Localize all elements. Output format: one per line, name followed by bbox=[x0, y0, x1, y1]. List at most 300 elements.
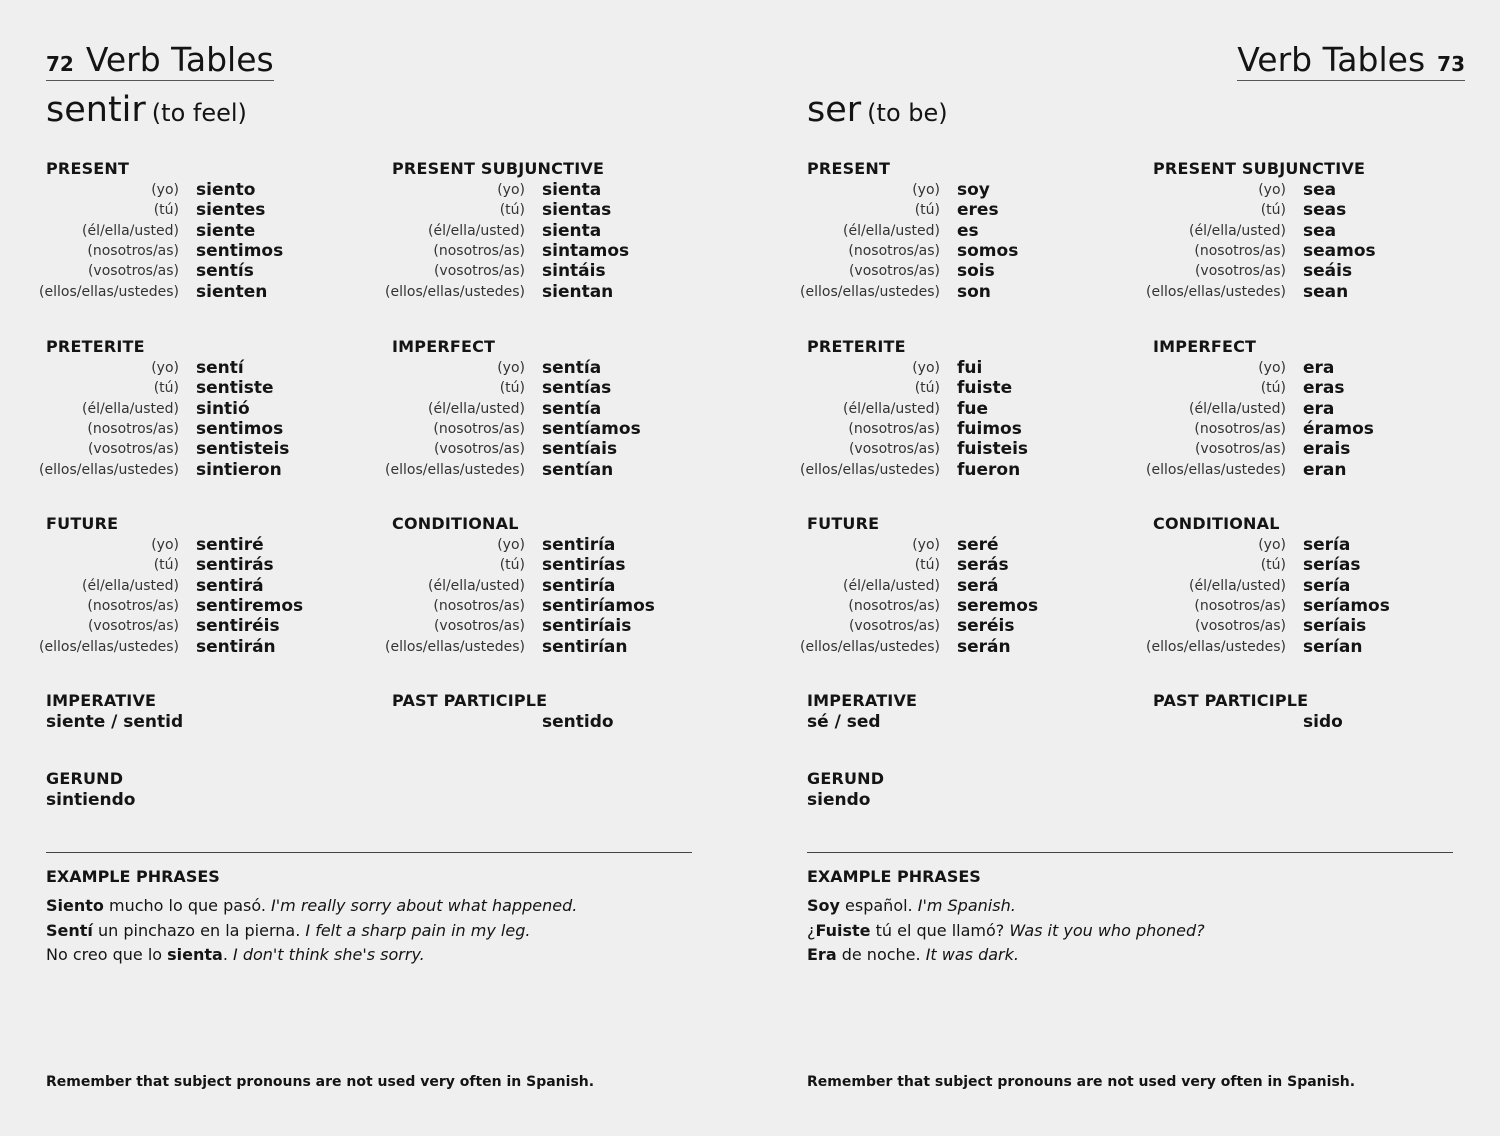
conjugation-row bbox=[392, 439, 641, 459]
conjugation-row bbox=[392, 576, 655, 596]
conjugation-rows bbox=[800, 535, 1039, 657]
conjugation-row bbox=[807, 555, 1038, 575]
example-text: un pinchazo en la pierna. bbox=[92, 920, 306, 940]
verb-form: sentirían bbox=[542, 636, 628, 657]
conjugation-row bbox=[1153, 241, 1376, 261]
conjugation-row bbox=[392, 221, 629, 241]
conjugation-row bbox=[800, 459, 1028, 480]
verb-form: sentiremos bbox=[196, 596, 304, 617]
verb-form: sentiríamos bbox=[542, 596, 655, 617]
verb-form: sentís bbox=[196, 261, 254, 282]
verb-form: fue bbox=[957, 398, 989, 419]
conjugation-rows bbox=[800, 358, 1029, 480]
example-phrases bbox=[807, 866, 1467, 968]
conjugation-row bbox=[1153, 439, 1374, 459]
pronoun: (nosotros/as) bbox=[848, 598, 940, 615]
conjugation-row bbox=[807, 261, 1018, 281]
conjugation-row bbox=[46, 399, 289, 419]
conjugation-row bbox=[392, 378, 641, 398]
pronoun: (tú) bbox=[499, 202, 525, 219]
pronoun: (yo) bbox=[497, 360, 525, 377]
conjugation-row bbox=[392, 616, 655, 636]
tense-name: GERUND bbox=[807, 769, 885, 788]
verb-form: somos bbox=[957, 241, 1019, 262]
verb-form: sentimos bbox=[196, 419, 284, 440]
example-verb: Fuiste bbox=[815, 920, 871, 940]
conjugation-rows bbox=[1146, 358, 1374, 480]
pronoun: (nosotros/as) bbox=[1194, 243, 1286, 260]
tense-conditional bbox=[385, 513, 655, 657]
verb-form: sentía bbox=[542, 358, 602, 379]
verb-form: seáis bbox=[1303, 261, 1353, 282]
page-number: 72 bbox=[46, 52, 74, 76]
tense-past-participle bbox=[1153, 690, 1343, 732]
verb-form: sentiríais bbox=[542, 616, 632, 637]
conjugation-row bbox=[46, 535, 303, 555]
verb-form: eres bbox=[957, 200, 999, 221]
conjugation-row bbox=[39, 281, 283, 302]
verb-form: serás bbox=[957, 555, 1009, 576]
conjugation-row bbox=[392, 180, 629, 200]
verb-form: sentisteis bbox=[196, 439, 290, 460]
conjugation-row bbox=[807, 419, 1028, 439]
example-line bbox=[46, 919, 706, 944]
conjugation-row bbox=[46, 261, 283, 281]
verb-form: sean bbox=[1303, 281, 1349, 302]
example-verb: Soy bbox=[807, 896, 840, 915]
pronoun: (él/ella/usted) bbox=[843, 400, 940, 417]
tense-name: FUTURE bbox=[807, 514, 880, 533]
tense-name: IMPERATIVE bbox=[807, 691, 918, 710]
verb-form: erais bbox=[1303, 439, 1351, 460]
pronoun: (vosotros/as) bbox=[87, 441, 179, 458]
past-participle-form: sentido bbox=[542, 712, 614, 732]
example-line bbox=[46, 894, 706, 919]
example-line bbox=[807, 894, 1467, 919]
example-line bbox=[807, 943, 1467, 968]
pronoun: (yo) bbox=[497, 537, 525, 554]
pronoun: (ellos/ellas/ustedes) bbox=[385, 638, 525, 655]
pronoun: (ellos/ellas/ustedes) bbox=[39, 461, 179, 478]
example-translation: Was it you who phoned? bbox=[1009, 920, 1205, 940]
conjugation-row bbox=[1153, 200, 1376, 220]
verb-meaning: (to be) bbox=[867, 99, 948, 127]
pronoun: (él/ella/usted) bbox=[82, 222, 179, 239]
verb-form: serían bbox=[1303, 636, 1363, 657]
verb-form: son bbox=[957, 281, 991, 302]
conjugation-row bbox=[392, 399, 641, 419]
conjugation-row bbox=[807, 358, 1028, 378]
pronoun: (él/ella/usted) bbox=[428, 222, 525, 239]
tense-gerund bbox=[807, 768, 884, 810]
conjugation-row bbox=[392, 358, 641, 378]
verb-form: fueron bbox=[957, 459, 1021, 480]
verb-form: seas bbox=[1303, 200, 1347, 221]
verb-form: sientan bbox=[542, 281, 614, 302]
pronoun: (nosotros/as) bbox=[848, 243, 940, 260]
verb-form: serías bbox=[1303, 555, 1361, 576]
tense-name: IMPERATIVE bbox=[46, 691, 157, 710]
conjugation-row bbox=[39, 636, 303, 657]
tense-preterite bbox=[39, 336, 290, 480]
conjugation-row bbox=[1153, 378, 1374, 398]
conjugation-row bbox=[385, 281, 629, 302]
pronoun: (nosotros/as) bbox=[87, 421, 179, 438]
verb-form: seríamos bbox=[1303, 596, 1390, 617]
pronoun: (ellos/ellas/ustedes) bbox=[385, 461, 525, 478]
conjugation-row bbox=[46, 358, 289, 378]
conjugation-row bbox=[807, 180, 1018, 200]
verb-form: eran bbox=[1303, 459, 1347, 480]
verb-form: seremos bbox=[957, 596, 1039, 617]
conjugation-row bbox=[1153, 596, 1390, 616]
conjugation-row bbox=[392, 241, 629, 261]
page-number: 73 bbox=[1437, 52, 1465, 76]
pronoun: (vosotros/as) bbox=[433, 618, 525, 635]
pronoun: (yo) bbox=[497, 182, 525, 199]
pronoun: (vosotros/as) bbox=[87, 618, 179, 635]
pronoun: (ellos/ellas/ustedes) bbox=[800, 283, 940, 300]
tense-name: PAST PARTICIPLE bbox=[1153, 691, 1309, 710]
conjugation-row bbox=[46, 200, 283, 220]
conjugation-row bbox=[46, 378, 289, 398]
pronoun: (yo) bbox=[151, 537, 179, 554]
verb-form: fuisteis bbox=[957, 439, 1029, 460]
verb-form: sintáis bbox=[542, 261, 606, 282]
conjugation-row bbox=[1153, 358, 1374, 378]
tense-name: FUTURE bbox=[46, 514, 119, 533]
verb-form: es bbox=[957, 220, 979, 241]
pronoun: (vosotros/as) bbox=[1194, 263, 1286, 280]
example-prefix: ¿ bbox=[807, 920, 816, 940]
tense-present-subjunctive bbox=[1146, 158, 1376, 302]
pronoun: (nosotros/as) bbox=[433, 598, 525, 615]
verb-form: serán bbox=[957, 636, 1011, 657]
example-verb: sienta bbox=[167, 945, 223, 964]
tense-imperative bbox=[46, 690, 183, 732]
pronoun: (yo) bbox=[151, 360, 179, 377]
tense-imperfect bbox=[385, 336, 641, 480]
examples-title: EXAMPLE PHRASES bbox=[46, 867, 220, 886]
pronoun: (nosotros/as) bbox=[1194, 598, 1286, 615]
imperative-form: siente / sentid bbox=[46, 712, 184, 732]
tense-name: CONDITIONAL bbox=[392, 514, 519, 533]
pronoun: (nosotros/as) bbox=[433, 243, 525, 260]
divider bbox=[807, 852, 1453, 853]
tense-gerund bbox=[46, 768, 135, 810]
tense-future bbox=[800, 513, 1039, 657]
tense-name: PRESENT SUBJUNCTIVE bbox=[1153, 159, 1366, 178]
conjugation-row bbox=[46, 241, 283, 261]
pronoun: (tú) bbox=[1260, 380, 1286, 397]
pronoun: (vosotros/as) bbox=[1194, 441, 1286, 458]
pronoun: (él/ella/usted) bbox=[843, 222, 940, 239]
conjugation-row bbox=[807, 378, 1028, 398]
tense-imperfect bbox=[1146, 336, 1374, 480]
pronoun: (yo) bbox=[912, 537, 940, 554]
verb-infinitive: ser bbox=[807, 90, 862, 130]
conjugation-row bbox=[46, 576, 303, 596]
verb-form: sentiré bbox=[196, 535, 264, 556]
footnote: Remember that subject pronouns are not used very often in Spanish. bbox=[807, 1074, 1356, 1090]
verb-form: sería bbox=[1303, 575, 1351, 596]
verb-form: sentíamos bbox=[542, 419, 641, 440]
tense-name: PRETERITE bbox=[46, 337, 145, 356]
conjugation-row bbox=[392, 419, 641, 439]
pronoun: (tú) bbox=[499, 557, 525, 574]
conjugation-row bbox=[807, 535, 1038, 555]
pronoun: (él/ella/usted) bbox=[428, 400, 525, 417]
conjugation-rows bbox=[385, 180, 630, 302]
pronoun: (vosotros/as) bbox=[433, 263, 525, 280]
conjugation-row bbox=[1153, 576, 1390, 596]
conjugation-rows bbox=[385, 535, 655, 657]
conjugation-row bbox=[1153, 221, 1376, 241]
verb-form: sentirías bbox=[542, 555, 626, 576]
verb-form: sentía bbox=[542, 398, 602, 419]
tense-future bbox=[39, 513, 304, 657]
verb-form: siente bbox=[196, 220, 256, 241]
conjugation-rows bbox=[800, 180, 1019, 302]
pronoun: (tú) bbox=[153, 557, 179, 574]
conjugation-row bbox=[1153, 535, 1390, 555]
tense-name: PAST PARTICIPLE bbox=[392, 691, 548, 710]
verb-form: sentiréis bbox=[196, 616, 280, 637]
conjugation-row bbox=[46, 596, 303, 616]
example-text: español. bbox=[839, 896, 918, 915]
pronoun: (yo) bbox=[912, 360, 940, 377]
verb-form: seamos bbox=[1303, 241, 1376, 262]
tense-imperative bbox=[807, 690, 917, 732]
page-right bbox=[761, 0, 1500, 1136]
conjugation-row bbox=[807, 399, 1028, 419]
verb-form: sois bbox=[957, 261, 995, 282]
conjugation-row bbox=[1153, 399, 1374, 419]
example-line bbox=[807, 919, 1467, 944]
example-prefix: No creo que lo bbox=[46, 945, 168, 964]
tense-present bbox=[800, 158, 1019, 302]
tense-past-participle bbox=[392, 690, 614, 732]
tense-conditional bbox=[1146, 513, 1390, 657]
conjugation-row bbox=[1153, 180, 1376, 200]
pronoun: (vosotros/as) bbox=[87, 263, 179, 280]
conjugation-rows bbox=[1146, 180, 1376, 302]
pronoun: (ellos/ellas/ustedes) bbox=[39, 283, 179, 300]
pronoun: (tú) bbox=[1260, 202, 1286, 219]
example-verb: Era bbox=[807, 945, 837, 964]
pronoun: (nosotros/as) bbox=[87, 598, 179, 615]
pronoun: (vosotros/as) bbox=[433, 441, 525, 458]
conjugation-row bbox=[800, 636, 1038, 657]
tense-name: PRESENT SUBJUNCTIVE bbox=[392, 159, 605, 178]
verb-form: fui bbox=[957, 358, 983, 379]
conjugation-row bbox=[807, 221, 1018, 241]
verb-form: sintió bbox=[196, 398, 250, 419]
pronoun: (él/ella/usted) bbox=[428, 577, 525, 594]
verb-heading bbox=[807, 90, 948, 130]
conjugation-row bbox=[807, 200, 1018, 220]
conjugation-row bbox=[46, 555, 303, 575]
conjugation-row bbox=[807, 241, 1018, 261]
pronoun: (tú) bbox=[153, 202, 179, 219]
pronoun: (él/ella/usted) bbox=[1189, 222, 1286, 239]
verb-form: era bbox=[1303, 398, 1335, 419]
pronoun: (yo) bbox=[151, 182, 179, 199]
pronoun: (tú) bbox=[914, 202, 940, 219]
pronoun: (él/ella/usted) bbox=[843, 577, 940, 594]
pronoun: (tú) bbox=[1260, 557, 1286, 574]
verb-form: sentían bbox=[542, 459, 614, 480]
gerund-form: siendo bbox=[807, 790, 871, 810]
conjugation-row bbox=[392, 555, 655, 575]
conjugation-row bbox=[807, 439, 1028, 459]
verb-form: sienta bbox=[542, 180, 602, 201]
pronoun: (ellos/ellas/ustedes) bbox=[1146, 461, 1286, 478]
conjugation-row bbox=[807, 596, 1038, 616]
tense-preterite bbox=[800, 336, 1029, 480]
verb-form: sentiría bbox=[542, 575, 616, 596]
conjugation-row bbox=[392, 535, 655, 555]
example-line bbox=[46, 943, 706, 968]
conjugation-row bbox=[800, 281, 1018, 302]
header-title: Verb Tables bbox=[85, 40, 274, 79]
verb-heading bbox=[46, 90, 247, 130]
conjugation-row bbox=[46, 419, 289, 439]
verb-form: siento bbox=[196, 180, 256, 201]
pronoun: (ellos/ellas/ustedes) bbox=[1146, 283, 1286, 300]
verb-form: sientas bbox=[542, 200, 612, 221]
verb-form: sería bbox=[1303, 535, 1351, 556]
verb-form: sentirás bbox=[196, 555, 274, 576]
verb-form: seríais bbox=[1303, 616, 1367, 637]
pronoun: (yo) bbox=[912, 182, 940, 199]
conjugation-rows bbox=[39, 180, 284, 302]
pronoun: (tú) bbox=[153, 380, 179, 397]
pronoun: (él/ella/usted) bbox=[82, 400, 179, 417]
tense-name: IMPERFECT bbox=[392, 337, 496, 356]
tense-name: PRESENT bbox=[46, 159, 130, 178]
conjugation-row bbox=[1146, 281, 1376, 302]
conjugation-row bbox=[1153, 261, 1376, 281]
example-phrases bbox=[46, 866, 706, 968]
tense-present bbox=[39, 158, 284, 302]
header-title: Verb Tables bbox=[1237, 40, 1426, 79]
example-text: . bbox=[222, 945, 234, 964]
conjugation-row bbox=[807, 576, 1038, 596]
verb-form: sentiría bbox=[542, 535, 616, 556]
conjugation-row bbox=[385, 459, 641, 480]
divider bbox=[46, 852, 692, 853]
verb-form: sea bbox=[1303, 180, 1337, 201]
tense-name: PRESENT bbox=[807, 159, 891, 178]
pronoun: (ellos/ellas/ustedes) bbox=[1146, 638, 1286, 655]
pronoun: (vosotros/as) bbox=[848, 441, 940, 458]
verb-form: seré bbox=[957, 535, 999, 556]
example-translation: I'm really sorry about what happened. bbox=[271, 896, 578, 915]
example-translation: I'm Spanish. bbox=[917, 896, 1016, 915]
pronoun: (nosotros/as) bbox=[87, 243, 179, 260]
conjugation-row bbox=[1146, 459, 1374, 480]
tense-name: GERUND bbox=[46, 769, 124, 788]
tense-name: CONDITIONAL bbox=[1153, 514, 1280, 533]
verb-form: sintieron bbox=[196, 459, 282, 480]
conjugation-row bbox=[46, 180, 283, 200]
pronoun: (él/ella/usted) bbox=[1189, 577, 1286, 594]
verb-form: soy bbox=[957, 180, 990, 201]
tense-present-subjunctive bbox=[385, 158, 630, 302]
example-translation: I felt a sharp pain in my leg. bbox=[305, 920, 531, 940]
verb-form: será bbox=[957, 575, 999, 596]
conjugation-row bbox=[1153, 616, 1390, 636]
pronoun: (ellos/ellas/ustedes) bbox=[800, 461, 940, 478]
conjugation-row bbox=[1146, 636, 1390, 657]
verb-form: sentimos bbox=[196, 241, 284, 262]
tense-name: IMPERFECT bbox=[1153, 337, 1257, 356]
conjugation-row bbox=[46, 221, 283, 241]
verb-form: fuiste bbox=[957, 378, 1013, 399]
gerund-form: sintiendo bbox=[46, 790, 136, 810]
verb-form: era bbox=[1303, 358, 1335, 379]
tense-name: PRETERITE bbox=[807, 337, 906, 356]
pronoun: (yo) bbox=[1258, 360, 1286, 377]
conjugation-rows bbox=[1146, 535, 1390, 657]
conjugation-rows bbox=[39, 358, 290, 480]
pronoun: (vosotros/as) bbox=[848, 263, 940, 280]
pronoun: (ellos/ellas/ustedes) bbox=[385, 283, 525, 300]
verb-form: sentías bbox=[542, 378, 612, 399]
verb-form: sienten bbox=[196, 281, 268, 302]
examples-title: EXAMPLE PHRASES bbox=[807, 867, 981, 886]
conjugation-row bbox=[807, 616, 1038, 636]
example-text: tú el que llamó? bbox=[870, 920, 1010, 940]
pronoun: (nosotros/as) bbox=[433, 421, 525, 438]
example-translation: I don't think she's sorry. bbox=[233, 945, 425, 964]
pronoun: (nosotros/as) bbox=[1194, 421, 1286, 438]
conjugation-row bbox=[385, 636, 655, 657]
example-verb: Sentí bbox=[46, 920, 93, 940]
verb-form: sea bbox=[1303, 220, 1337, 241]
pronoun: (él/ella/usted) bbox=[1189, 400, 1286, 417]
page-header bbox=[46, 40, 274, 81]
conjugation-row bbox=[1153, 419, 1374, 439]
conjugation-row bbox=[1153, 555, 1390, 575]
verb-form: sentíais bbox=[542, 439, 618, 460]
pronoun: (yo) bbox=[1258, 537, 1286, 554]
pronoun: (vosotros/as) bbox=[848, 618, 940, 635]
verb-form: sentirán bbox=[196, 636, 276, 657]
conjugation-row bbox=[46, 616, 303, 636]
example-translation: It was dark. bbox=[925, 945, 1019, 964]
conjugation-row bbox=[392, 200, 629, 220]
verb-form: sintamos bbox=[542, 241, 630, 262]
verb-form: fuimos bbox=[957, 419, 1022, 440]
verb-meaning: (to feel) bbox=[151, 99, 247, 127]
pronoun: (ellos/ellas/ustedes) bbox=[39, 638, 179, 655]
verb-form: sientes bbox=[196, 200, 266, 221]
pronoun: (él/ella/usted) bbox=[82, 577, 179, 594]
conjugation-row bbox=[392, 596, 655, 616]
conjugation-row bbox=[39, 459, 289, 480]
imperative-form: sé / sed bbox=[807, 712, 881, 732]
example-text: mucho lo que pasó. bbox=[103, 896, 272, 915]
verb-form: sienta bbox=[542, 220, 602, 241]
verb-form: sentirá bbox=[196, 575, 264, 596]
conjugation-rows bbox=[385, 358, 641, 480]
conjugation-row bbox=[392, 261, 629, 281]
example-verb: Siento bbox=[46, 896, 104, 915]
pronoun: (ellos/ellas/ustedes) bbox=[800, 638, 940, 655]
past-participle-form: sido bbox=[1303, 712, 1343, 732]
